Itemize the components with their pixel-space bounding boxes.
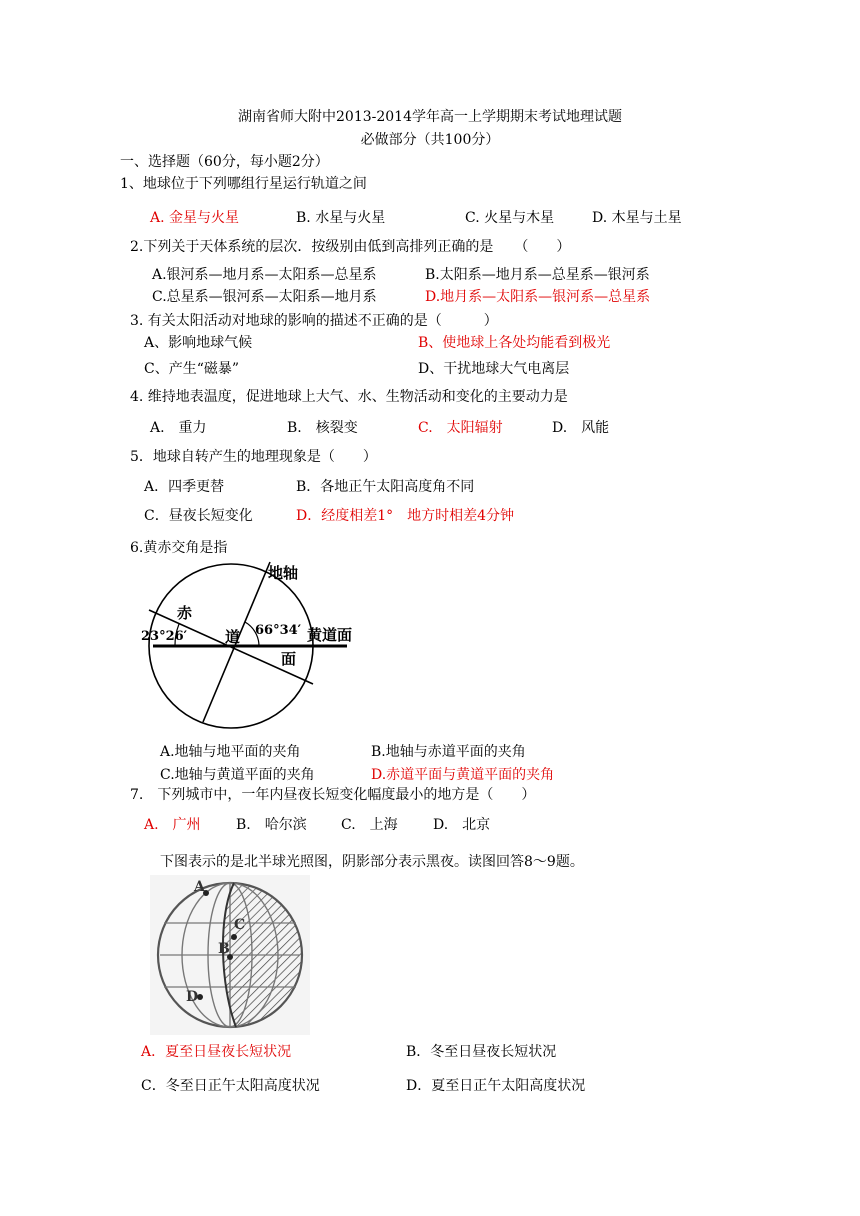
q89-option-a: A．夏至日昼夜长短状况 xyxy=(141,1044,292,1060)
q6-option-d: D.赤道平面与黄道平面的夹角 xyxy=(371,767,555,783)
q1-option-c: C. 火星与木星 xyxy=(465,210,555,226)
q6-option-a: A.地轴与地平面的夹角 xyxy=(160,744,301,760)
q7-option-c: C. 上海 xyxy=(341,817,398,833)
q1-option-b: B. 水星与火星 xyxy=(296,210,386,226)
q1-option-d: D. 木星与土星 xyxy=(592,210,682,226)
q3-stem: 3. 有关太阳活动对地球的影响的描述不正确的是（ ） xyxy=(130,313,498,329)
axis-label: 地轴 xyxy=(268,564,299,582)
q7-stem: 7. 下列城市中，一年内昼夜长短变化幅度最小的地方是（ ） xyxy=(130,787,536,803)
q5-option-c: C．昼夜长短变化 xyxy=(144,508,253,524)
q5-option-b: B．各地正午太阳高度角不同 xyxy=(296,479,475,495)
q89-option-d: D．夏至日正午太阳高度状况 xyxy=(406,1078,586,1094)
q3-option-b: B、使地球上各处均能看到极光 xyxy=(418,335,611,351)
q4-option-d: D. 风能 xyxy=(552,420,610,436)
q4-option-c: C. 太阳辐射 xyxy=(418,420,503,436)
q7-option-a: A. 广州 xyxy=(144,817,201,833)
q5-option-d: D．经度相差1° 地方时相差4分钟 xyxy=(296,508,515,524)
equator-char-2: 道 xyxy=(225,628,241,646)
q6-option-b: B.地轴与赤道平面的夹角 xyxy=(371,744,526,760)
q7-option-b: B. 哈尔滨 xyxy=(236,817,307,833)
q2-option-c: C.总星系—银河系—太阳系—地月系 xyxy=(152,289,377,305)
equator-char-3: 面 xyxy=(281,650,297,668)
q2-option-b: B.太阳系—地月系—总星系—银河系 xyxy=(425,267,650,283)
angle-label-2: 66°34′ xyxy=(255,623,302,638)
q6-option-c: C.地轴与黄道平面的夹角 xyxy=(160,767,315,783)
equator-char-1: 赤 xyxy=(177,604,193,622)
point-c xyxy=(231,934,237,940)
section-heading: 一、选择题（60分，每小题2分） xyxy=(120,154,329,170)
q89-intro: 下图表示的是北半球光照图，阴影部分表示黑夜。读图回答8～9题。 xyxy=(160,854,584,870)
page-subtitle: 必做部分（共100分） xyxy=(360,132,500,148)
q7-option-d: D. 北京 xyxy=(433,817,491,833)
ecliptic-label: 黄道面 xyxy=(307,626,353,644)
label-b: B xyxy=(218,941,230,957)
q2-option-d: D.地月系—太阳系—银河系—总星系 xyxy=(425,289,651,305)
q3-option-d: D、干扰地球大气电离层 xyxy=(418,361,570,377)
q6-stem: 6.黄赤交角是指 xyxy=(130,540,228,556)
angle-label-1: 23°26′ xyxy=(141,629,188,644)
q4-option-a: A. 重力 xyxy=(150,420,207,436)
q2-stem: 2.下列关于天体系统的层次．按级别由低到高排列正确的是 （ ） xyxy=(130,239,571,255)
q3-option-c: C、产生“磁暴” xyxy=(144,361,240,377)
q4-option-b: B. 核裂变 xyxy=(287,420,358,436)
label-d: D xyxy=(186,989,199,1005)
q1-option-a: A. 金星与火星 xyxy=(150,210,240,226)
label-a: A xyxy=(194,879,205,895)
q2-option-a: A.银河系—地月系—太阳系—总星系 xyxy=(152,267,377,283)
q89-option-b: B．冬至日昼夜长短状况 xyxy=(406,1044,557,1060)
label-c: C xyxy=(234,917,246,933)
page-title: 湖南省师大附中2013-2014学年高一上学期期末考试地理试题 xyxy=(238,109,622,125)
q5-option-a: A．四季更替 xyxy=(144,479,225,495)
q5-stem: 5．地球自转产生的地理现象是（ ） xyxy=(130,449,377,465)
q89-option-c: C．冬至日正午太阳高度状况 xyxy=(141,1078,320,1094)
q1-stem: 1、地球位于下列哪组行星运行轨道之间 xyxy=(120,176,367,192)
q4-stem: 4. 维持地表温度，促进地球上大气、水、生物活动和变化的主要动力是 xyxy=(130,389,568,405)
q3-option-a: A、影响地球气候 xyxy=(144,335,253,351)
illumination-figure xyxy=(150,875,310,1035)
obliquity-figure xyxy=(135,560,365,732)
